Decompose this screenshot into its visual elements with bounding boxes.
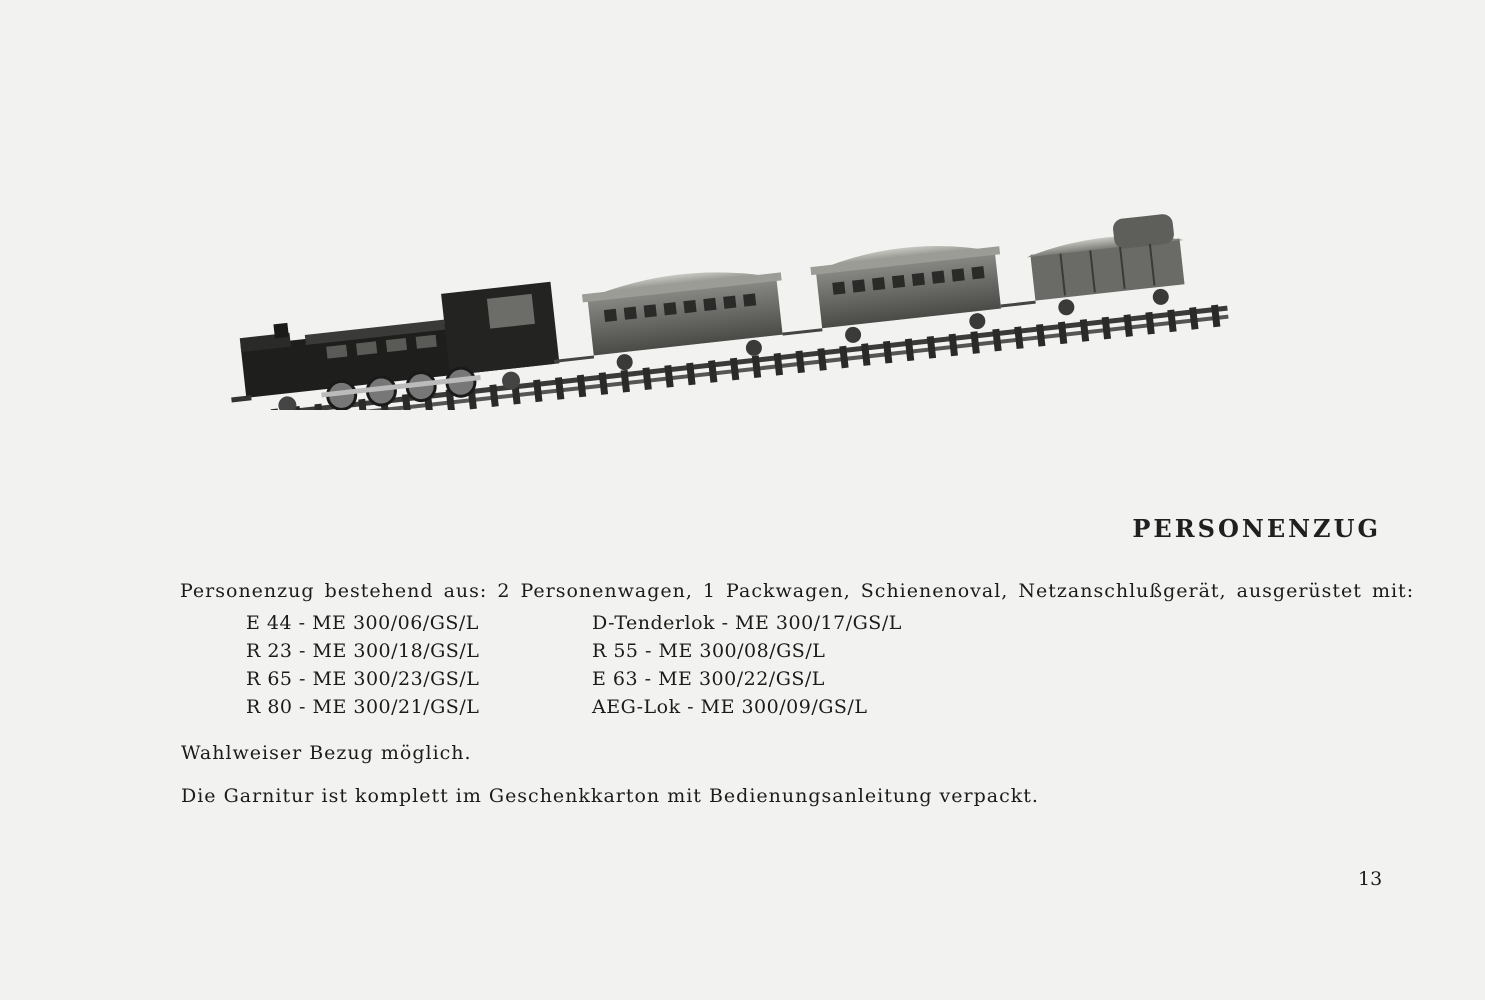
page-number: 13	[1358, 868, 1383, 890]
choice-note: Wahlweiser Bezug möglich.	[181, 742, 472, 764]
model-item: E 63 - ME 300/22/GS/L	[592, 668, 825, 690]
model-list-left	[246, 612, 479, 724]
locomotive	[222, 282, 561, 410]
model-train-photo	[185, 195, 1230, 410]
model-list-right	[592, 612, 902, 724]
model-item: R 23 - ME 300/18/GS/L	[246, 640, 480, 662]
set-description: Personenzug bestehend aus: 2 Personenwagen, 1 Packwagen, Schienenoval, Netzanschlußgerät, ausgerüstet mit:	[180, 580, 1415, 602]
model-item: R 80 - ME 300/21/GS/L	[246, 696, 480, 718]
model-item: R 65 - ME 300/23/GS/L	[246, 668, 480, 690]
luggage-van	[993, 212, 1191, 322]
packaging-note: Die Garnitur ist komplett im Geschenkkarton mit Bedienungsanleitung verpackt.	[181, 785, 1039, 807]
model-item: AEG-Lok - ME 300/09/GS/L	[592, 696, 868, 718]
model-item: E 44 - ME 300/06/GS/L	[246, 612, 479, 634]
model-item: R 55 - ME 300/08/GS/L	[592, 640, 826, 662]
model-item: D-Tenderlok - ME 300/17/GS/L	[592, 612, 902, 634]
page-title: PERSONENZUG	[1132, 514, 1381, 543]
